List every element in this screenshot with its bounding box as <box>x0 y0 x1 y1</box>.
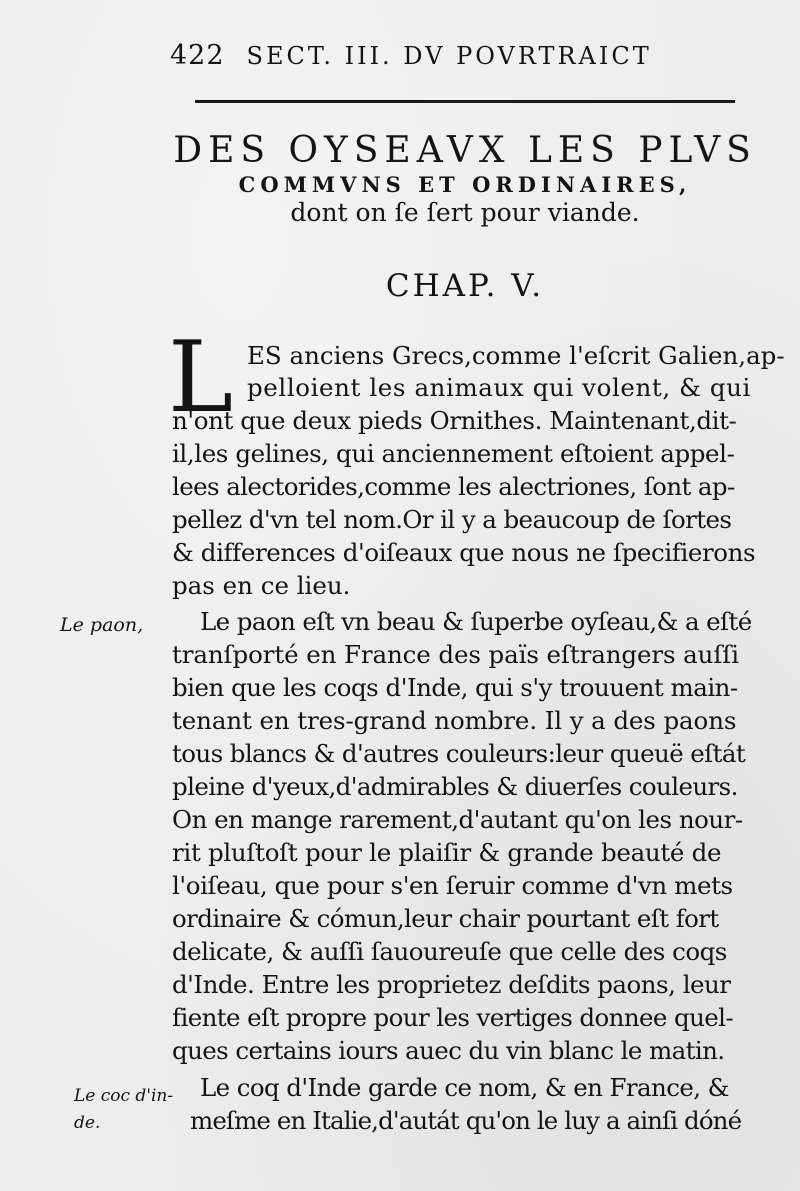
text-line: il,les gelines, qui anciennement eſtoient appel- <box>172 439 735 468</box>
text-line: meſme en Italie,d'autát qu'on le luy a ainſi dóné <box>190 1106 742 1135</box>
text-line: l'oiſeau, que pour s'en ſeruir comme d'vn mets <box>172 871 733 900</box>
text-line: ordinaire & cómun,leur chair pourtant eſt fort <box>172 904 719 933</box>
text-line: Le coq d'Inde garde ce nom, & en France, & <box>200 1073 729 1102</box>
text-line: On en mange rarement,d'autant qu'on les nour- <box>172 805 743 834</box>
margin-note-coq-2: de. <box>74 1113 101 1133</box>
text-line: bien que les coqs d'Inde, qui s'y trouuent main- <box>172 673 738 702</box>
drop-cap: L <box>168 321 234 435</box>
text-line: & differences d'oiſeaux que nous ne ſpecifierons <box>172 538 756 567</box>
text-line: Le paon eſt vn beau & ſuperbe oyſeau,& a eſté <box>200 607 752 636</box>
text-line: rit pluſtoſt pour le plaiſir & grande beauté de <box>172 838 722 867</box>
text-line: delicate, & auſſi ſauoureuſe que celle des coqs <box>172 937 727 966</box>
text-line: tous blancs & d'autres couleurs:leur queuë eſtát <box>172 739 746 768</box>
text-line: n'ont que deux pieds Ornithes. Maintenant,dit- <box>172 406 737 435</box>
text-line: lees alectorides,comme les alectriones, ſont ap- <box>172 472 735 501</box>
page-number: 422 <box>170 40 225 71</box>
text-line: ES anciens Grecs,comme l'eſcrit Galien,ap- <box>247 341 785 370</box>
text-line: tranſporté en France des païs eſtrangers auſſi <box>172 640 740 669</box>
chapter-heading-line-2: COMMVNS ET ORDINAIRES, <box>238 172 692 197</box>
chapter-heading-line-3: dont on ſe ſert pour viande. <box>290 198 640 227</box>
running-title: SECT. III. DV POVRTRAICT <box>246 42 652 70</box>
text-line: d'Inde. Entre les proprietez deſdits paons, leur <box>172 970 731 999</box>
text-line: pelloient les animaux qui volent, & qui <box>247 373 751 402</box>
header-rule <box>195 100 735 103</box>
text-line: pas en ce lieu. <box>172 571 351 600</box>
text-line: fiente eſt propre pour les vertiges donnee quel- <box>172 1003 734 1032</box>
margin-note-coq-1: Le coc d'in- <box>74 1086 174 1106</box>
chapter-number: CHAP. V. <box>385 268 545 304</box>
text-line: pleine d'yeux,d'admirables & diuerſes couleurs. <box>172 772 738 801</box>
text-line: ques certains iours auec du vin blanc le matin. <box>172 1036 725 1065</box>
text-line: tenant en tres-grand nombre. Il y a des paons <box>172 706 737 735</box>
running-head <box>170 40 750 71</box>
chapter-heading-line-1: DES OYSEAVX LES PLVS <box>173 130 757 171</box>
margin-note-paon: Le paon, <box>60 614 144 636</box>
text-line: pellez d'vn tel nom.Or il y a beaucoup de ſortes <box>172 505 732 534</box>
